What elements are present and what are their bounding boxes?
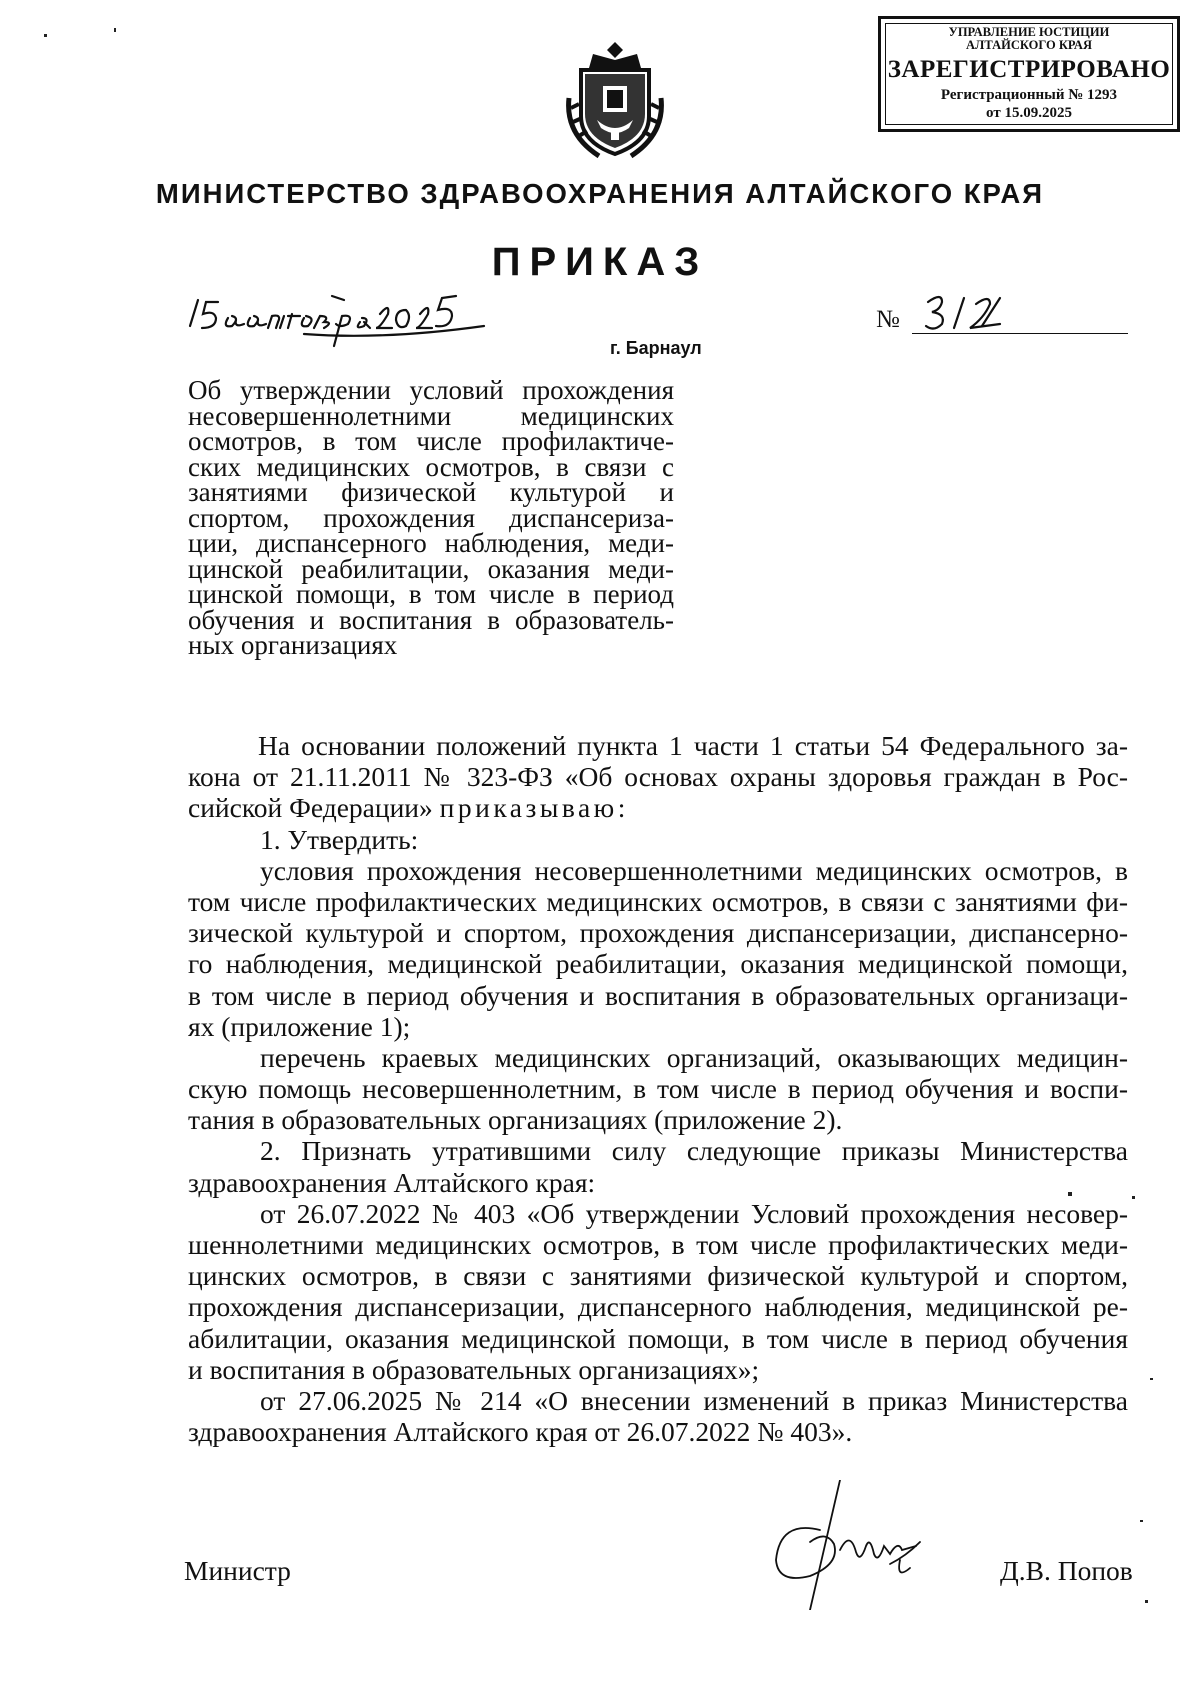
body-line: зической культурой и спортом, прохождения диспансеризации, диспансерно-	[188, 917, 1128, 949]
signer-title: Министр	[184, 1555, 291, 1586]
handwritten-date	[184, 288, 544, 348]
document-type-title: ПРИКАЗ	[491, 240, 709, 284]
body-line: кона от 21.11.2011 № 323-ФЗ «Об основах охраны здоровья граждан в Рос-	[188, 761, 1128, 793]
body-line: тания в образовательных организациях (приложение 2).	[188, 1104, 843, 1136]
scan-speck	[44, 34, 47, 37]
item-2-heading: 2. Признать утратившими силу следующие приказы Министерства	[260, 1135, 1128, 1167]
stamp-authority-line1: УПРАВЛЕНИЕ ЮСТИЦИИ	[948, 25, 1110, 39]
city-label: г. Барнаул	[610, 338, 702, 358]
stamp-authority-line2: АЛТАЙСКОГО КРАЯ	[966, 38, 1092, 52]
subject-line: несовершеннолетними медицинских	[188, 400, 674, 431]
coat-of-arms-emblem	[563, 38, 667, 162]
scan-speck	[1068, 1192, 1072, 1196]
subject-line: ских медицинских осмотров, в связи с	[188, 451, 674, 482]
preamble-text: сийской Федерации»	[188, 792, 433, 824]
stamp-status: ЗАРЕГИСТРИРОВАНО	[887, 56, 1171, 83]
handwritten-number	[920, 288, 1040, 338]
body-line	[188, 792, 1128, 823]
body-line: цинских осмотров, в связи с занятиями физической культурой и спортом,	[188, 1260, 1128, 1292]
body-line: скую помощь несовершеннолетним, в том числе в период обучения и воспи-	[188, 1073, 1128, 1105]
body-line: перечень краевых медицинских организаций, оказывающих медицин-	[260, 1041, 1128, 1073]
scan-speck	[114, 28, 116, 32]
body-line: На основании положений пункта 1 части 1 статьи 54 Федерального за-	[258, 730, 1128, 761]
order-word: приказываю:	[439, 792, 629, 824]
signer-name: Д.В. Попов	[1000, 1555, 1133, 1586]
ministry-title: МИНИСТЕРСТВО ЗДРАВООХРАНЕНИЯ АЛТАЙСКОГО КРАЯ	[155, 178, 1045, 209]
scan-speck	[1132, 1196, 1135, 1199]
item-1-heading: 1. Утвердить:	[260, 823, 419, 855]
body-line: абилитации, оказания медицинской помощи, в том числе в период обучения	[188, 1322, 1128, 1354]
subject-line: обучения и воспитания в образователь-	[188, 604, 674, 635]
subject-line: цинской помощи, в том числе в период	[188, 579, 674, 609]
subject-line: занятиями физической культурой и	[188, 477, 674, 507]
registration-stamp	[878, 16, 1180, 132]
subject-line: ции, диспансерного наблюдения, меди-	[188, 528, 674, 558]
subject-line: осмотров, в том числе профилактиче-	[188, 426, 674, 456]
body-line: шеннолетними медицинских осмотров, в том числе профилактических меди-	[188, 1229, 1128, 1260]
subject-line: цинской реабилитации, оказания меди-	[188, 553, 674, 584]
document-subject	[188, 375, 674, 660]
handwritten-signature	[770, 1480, 940, 1610]
body-line: и воспитания в образовательных организациях»;	[188, 1353, 760, 1385]
stamp-reg-number: Регистрационный № 1293	[940, 87, 1118, 103]
scan-speck	[1150, 1378, 1153, 1380]
document-body	[188, 730, 1128, 1447]
body-line: го наблюдения, медицинской реабилитации, оказания медицинской помощи,	[188, 948, 1128, 980]
subject-line: спортом, прохождения диспансеризa-	[188, 502, 674, 533]
number-label: №	[876, 306, 900, 333]
body-line: от 26.07.2022 № 403 «Об утверждении Условий прохождения несовер-	[260, 1197, 1128, 1229]
body-line: ях (приложение 1);	[188, 1010, 411, 1042]
body-line: здравоохранения Алтайского края от 26.07.2022 № 403».	[188, 1416, 853, 1448]
scan-speck	[1145, 1600, 1148, 1603]
subject-line: Об утверждении условий прохождения	[188, 375, 674, 405]
body-line: условия прохождения несовершеннолетними медицинских осмотров, в	[260, 854, 1128, 886]
body-line: здравоохранения Алтайского края:	[188, 1166, 596, 1198]
body-line: от 27.06.2025 № 214 «О внесении изменений в приказ Министерства	[260, 1384, 1128, 1416]
body-line: том числе профилактических медицинских осмотров, в связи с занятиями фи-	[188, 885, 1128, 917]
body-line: в том числе в период обучения и воспитания в образовательных организаци-	[188, 979, 1128, 1011]
subject-line: ных организациях	[188, 630, 398, 660]
stamp-reg-date: от 15.09.2025	[986, 105, 1072, 121]
scan-speck	[1140, 1520, 1143, 1522]
body-line: прохождения диспансеризации, диспансерного наблюдения, медицинской ре-	[188, 1291, 1128, 1323]
